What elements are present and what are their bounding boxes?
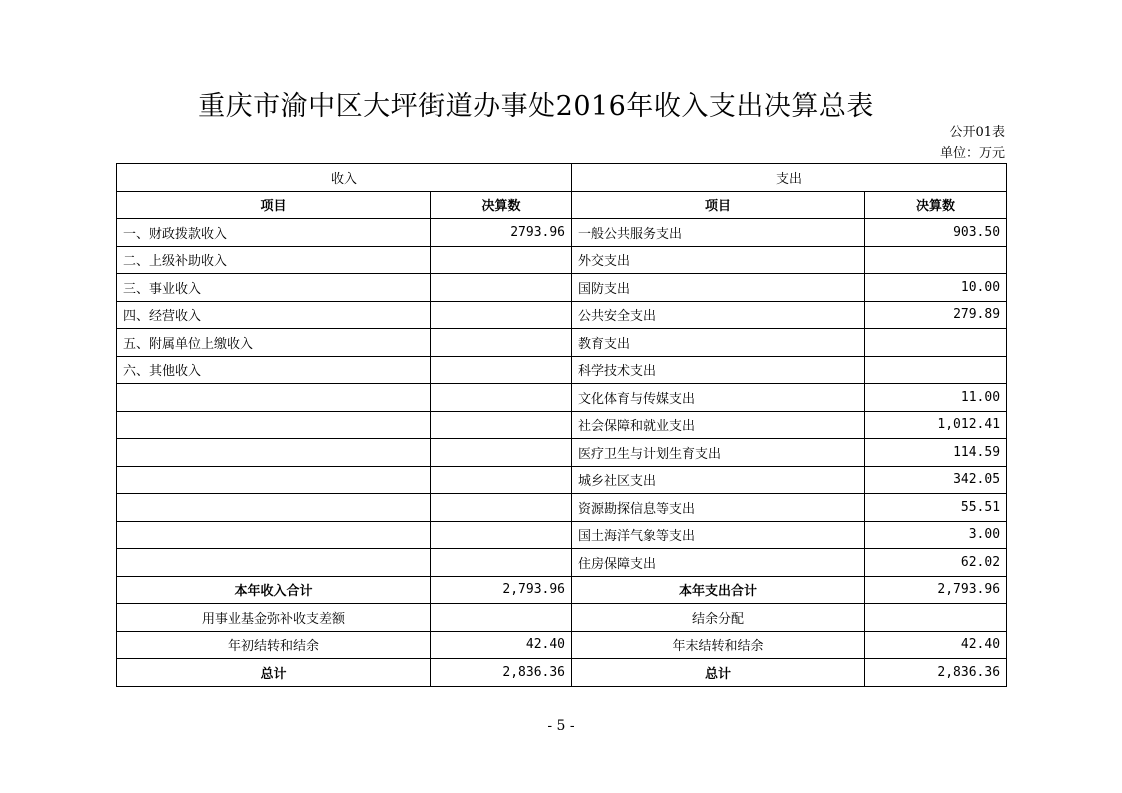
income-amount-cell xyxy=(431,549,572,577)
income-amount-cell xyxy=(431,494,572,522)
income-item-cell xyxy=(117,411,431,439)
table-row xyxy=(117,301,1007,329)
expense-amount-cell: 903.50 xyxy=(865,219,1007,247)
page-title-text: 重庆市渝中区大坪街道办事处2016年收入支出决算总表 xyxy=(198,91,874,122)
income-item-header: 项目 xyxy=(117,191,431,219)
expense-item-cell: 外交支出 xyxy=(572,246,865,274)
expense-amount-cell: 55.51 xyxy=(865,494,1007,522)
surplus-value xyxy=(865,604,1007,632)
grand-total-expense-label: 总计 xyxy=(572,659,865,687)
income-total-label: 本年收入合计 xyxy=(117,576,431,604)
income-amount-cell xyxy=(431,329,572,357)
table-row xyxy=(117,411,1007,439)
expense-item-cell: 城乡社区支出 xyxy=(572,466,865,494)
expense-amount-cell: 342.05 xyxy=(865,466,1007,494)
expense-amount-cell: 62.02 xyxy=(865,549,1007,577)
grand-total-row xyxy=(117,659,1007,687)
income-amount-cell xyxy=(431,521,572,549)
expense-item-cell: 一般公共服务支出 xyxy=(572,219,865,247)
annual-total-row xyxy=(117,576,1007,604)
table-row xyxy=(117,384,1007,412)
expense-amount-header: 决算数 xyxy=(865,191,1007,219)
end-balance-label: 年末结转和结余 xyxy=(572,631,865,659)
expense-item-cell: 国土海洋气象等支出 xyxy=(572,521,865,549)
table-row xyxy=(117,521,1007,549)
grand-total-income-value: 2,836.36 xyxy=(431,659,572,687)
table-row xyxy=(117,466,1007,494)
expense-item-cell: 医疗卫生与计划生育支出 xyxy=(572,439,865,467)
expense-amount-cell: 114.59 xyxy=(865,439,1007,467)
income-item-cell xyxy=(117,384,431,412)
income-amount-cell xyxy=(431,246,572,274)
fund-row xyxy=(117,604,1007,632)
expense-amount-cell xyxy=(865,329,1007,357)
expense-section-header: 支出 xyxy=(572,164,1007,192)
table-row xyxy=(117,219,1007,247)
expense-amount-cell: 10.00 xyxy=(865,274,1007,302)
income-total-value: 2,793.96 xyxy=(431,576,572,604)
income-amount-header: 决算数 xyxy=(431,191,572,219)
section-header-row xyxy=(117,164,1007,192)
income-amount-cell xyxy=(431,356,572,384)
expense-total-value: 2,793.96 xyxy=(865,576,1007,604)
form-number: 公开01表 xyxy=(949,125,1005,140)
expense-item-cell: 资源勘探信息等支出 xyxy=(572,494,865,522)
grand-total-income-label: 总计 xyxy=(117,659,431,687)
income-item-cell: 五、附属单位上缴收入 xyxy=(117,329,431,357)
page-title xyxy=(0,84,1122,123)
budget-table xyxy=(116,163,1007,687)
expense-item-cell: 社会保障和就业支出 xyxy=(572,411,865,439)
income-item-cell: 三、事业收入 xyxy=(117,274,431,302)
expense-item-cell: 住房保障支出 xyxy=(572,549,865,577)
surplus-label: 结余分配 xyxy=(572,604,865,632)
carryover-row xyxy=(117,631,1007,659)
expense-amount-cell: 279.89 xyxy=(865,301,1007,329)
expense-item-header: 项目 xyxy=(572,191,865,219)
begin-balance-value: 42.40 xyxy=(431,631,572,659)
income-item-cell xyxy=(117,521,431,549)
income-item-cell: 六、其他收入 xyxy=(117,356,431,384)
table-row xyxy=(117,246,1007,274)
income-item-cell xyxy=(117,549,431,577)
expense-amount-cell xyxy=(865,356,1007,384)
income-amount-cell xyxy=(431,439,572,467)
table-row xyxy=(117,494,1007,522)
fund-value xyxy=(431,604,572,632)
page-number-text: - 5 - xyxy=(547,718,575,734)
end-balance-value: 42.40 xyxy=(865,631,1007,659)
income-item-cell xyxy=(117,466,431,494)
income-section-header: 收入 xyxy=(117,164,572,192)
income-amount-cell: 2793.96 xyxy=(431,219,572,247)
table-row xyxy=(117,329,1007,357)
expense-item-cell: 公共安全支出 xyxy=(572,301,865,329)
income-item-cell: 二、上级补助收入 xyxy=(117,246,431,274)
fund-label: 用事业基金弥补收支差额 xyxy=(117,604,431,632)
column-header-row xyxy=(117,191,1007,219)
income-amount-cell xyxy=(431,466,572,494)
expense-item-cell: 教育支出 xyxy=(572,329,865,357)
income-amount-cell xyxy=(431,274,572,302)
income-amount-cell xyxy=(431,384,572,412)
income-item-cell xyxy=(117,494,431,522)
table-row xyxy=(117,439,1007,467)
income-item-cell: 四、经营收入 xyxy=(117,301,431,329)
expense-amount-cell: 1,012.41 xyxy=(865,411,1007,439)
page-number xyxy=(0,718,1122,734)
grand-total-expense-value: 2,836.36 xyxy=(865,659,1007,687)
income-amount-cell xyxy=(431,411,572,439)
begin-balance-label: 年初结转和结余 xyxy=(117,631,431,659)
expense-item-cell: 文化体育与传媒支出 xyxy=(572,384,865,412)
expense-amount-cell xyxy=(865,246,1007,274)
income-item-cell xyxy=(117,439,431,467)
expense-item-cell: 国防支出 xyxy=(572,274,865,302)
income-item-cell: 一、财政拨款收入 xyxy=(117,219,431,247)
expense-amount-cell: 11.00 xyxy=(865,384,1007,412)
expense-total-label: 本年支出合计 xyxy=(572,576,865,604)
table-row xyxy=(117,356,1007,384)
table-row xyxy=(117,274,1007,302)
expense-item-cell: 科学技术支出 xyxy=(572,356,865,384)
table-row xyxy=(117,549,1007,577)
expense-amount-cell: 3.00 xyxy=(865,521,1007,549)
income-amount-cell xyxy=(431,301,572,329)
unit-label: 单位：万元 xyxy=(939,146,1005,161)
